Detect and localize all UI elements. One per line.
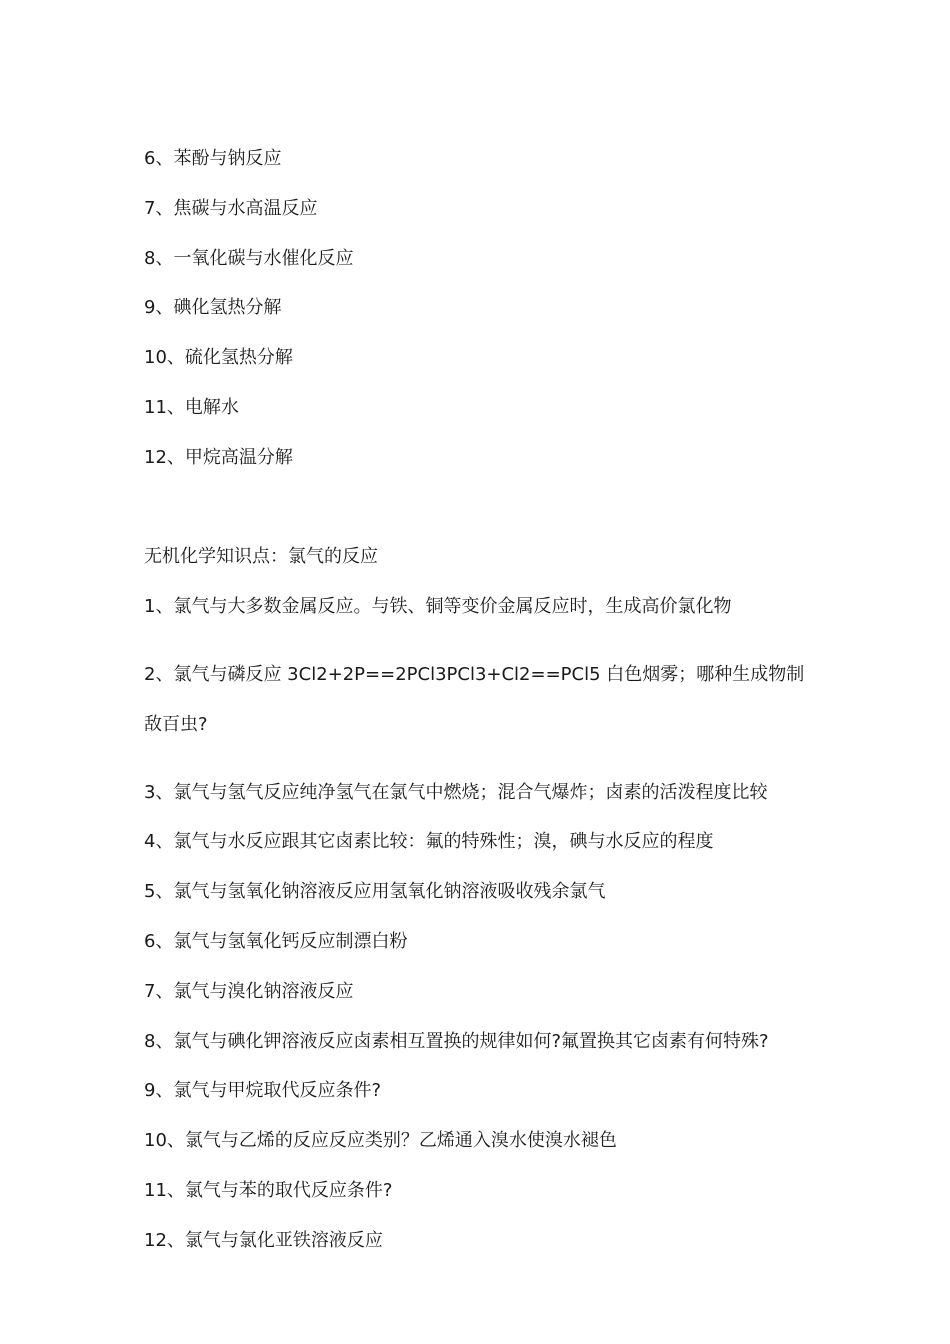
list-item: 12、甲烷高温分解 [144,446,293,468]
document-body [144,134,824,1266]
list-item: 9、碘化氢热分解 [144,297,282,319]
list-item: 7、氯气与溴化钠溶液反应 [144,980,354,1002]
section-heading: 无机化学知识点：氯气的反应 [144,546,378,568]
list-item: 12、氯气与氯化亚铁溶液反应 [144,1229,383,1251]
list-item: 4、氯气与水反应跟其它卤素比较：氟的特殊性；溴，碘与水反应的程度 [144,831,714,853]
list-item: 10、硫化氢热分解 [144,347,293,369]
section-spacer [144,483,824,533]
list-item: 10、氯气与乙烯的反应反应类别？乙烯通入溴水使溴水褪色 [144,1130,617,1152]
list-item: 8、一氧化碳与水催化反应 [144,247,354,269]
list-item: 6、苯酚与钠反应 [144,148,282,169]
list-item: 11、电解水 [144,396,239,418]
list-item: 5、氯气与氢氧化钠溶液反应用氢氧化钠溶液吸收残余氯气 [144,881,606,903]
list-item: 8、氯气与碘化钾溶液反应卤素相互置换的规律如何?氟置换其它卤素有何特殊? [144,1030,769,1052]
list-item: 6、氯气与氢氧化钙反应制漂白粉 [144,930,408,952]
list-item: 3、氯气与氢气反应纯净氢气在氯气中燃烧；混合气爆炸；卤素的活泼程度比较 [144,781,768,803]
list-item: 1、氯气与大多数金属反应。与铁、铜等变价金属反应时，生成高价氯化物 [144,596,732,618]
list-item: 9、氯气与甲烷取代反应条件? [144,1080,382,1102]
list-item: 7、焦碳与水高温反应 [144,197,318,219]
list-item: 11、氯气与苯的取代反应条件? [144,1179,393,1201]
list-item: 2、氯气与磷反应 3Cl2+2P==2PCl3PCl3+Cl2==PCl5 白色烟雾；哪种生成物制敌百虫? [144,663,805,735]
